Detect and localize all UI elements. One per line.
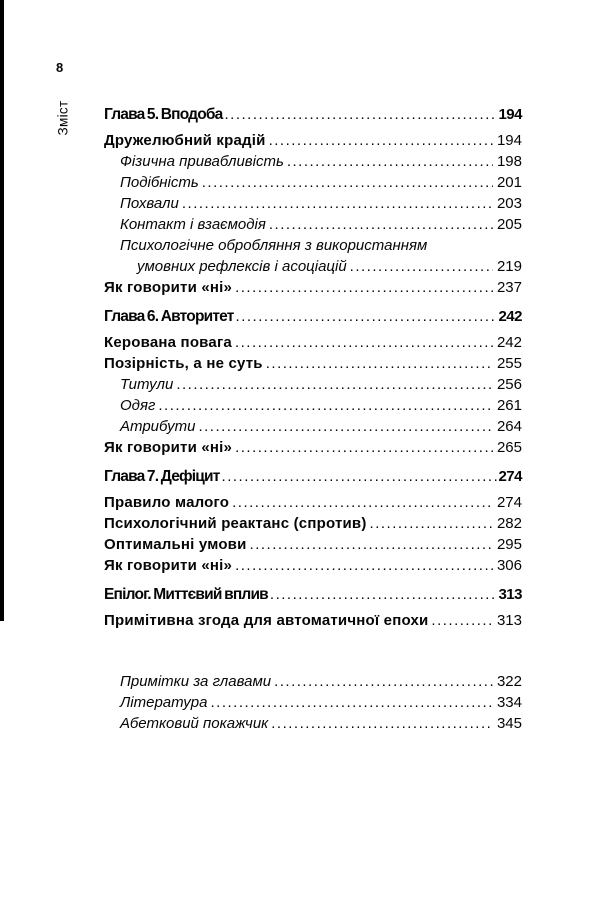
toc-entry-page: 295 bbox=[496, 536, 522, 553]
toc-entry-label: Титули bbox=[120, 376, 174, 393]
toc-entry-label: Примітки за главами bbox=[120, 673, 272, 690]
toc-entry-page: 322 bbox=[496, 673, 522, 690]
dot-leader bbox=[235, 277, 493, 298]
toc-entry-page: 242 bbox=[496, 334, 522, 351]
toc-row bbox=[104, 437, 522, 458]
toc-row bbox=[104, 104, 522, 125]
toc-entry-label: Глава 7. Дефіцит bbox=[104, 468, 220, 485]
toc-entry-label: Керована повага bbox=[104, 334, 232, 351]
toc-entry-page: 313 bbox=[498, 586, 522, 603]
dot-leader bbox=[235, 332, 493, 353]
dot-leader bbox=[269, 214, 493, 235]
toc-entry-page: 274 bbox=[498, 468, 522, 485]
toc-row bbox=[104, 130, 522, 151]
page-number: 8 bbox=[56, 60, 64, 75]
dot-leader bbox=[222, 466, 498, 487]
toc-row bbox=[104, 492, 522, 513]
toc-entry-page: 345 bbox=[496, 715, 522, 732]
toc-row bbox=[104, 256, 522, 277]
dot-leader bbox=[232, 492, 493, 513]
toc-entry-page: 264 bbox=[496, 418, 522, 435]
toc-row bbox=[104, 374, 522, 395]
toc-row bbox=[104, 692, 522, 713]
toc-entry-label: Як говорити «ні» bbox=[104, 439, 233, 456]
toc-entry-page: 237 bbox=[496, 279, 522, 296]
toc-entry-label: Контакт і взаємодія bbox=[120, 216, 266, 233]
toc-entry-page: 313 bbox=[496, 612, 522, 629]
toc-row bbox=[104, 466, 522, 487]
toc-row bbox=[104, 555, 522, 576]
dot-leader bbox=[431, 610, 493, 631]
toc-entry-page: 334 bbox=[496, 694, 522, 711]
toc-entry-page: 194 bbox=[496, 132, 522, 149]
dot-leader bbox=[235, 555, 493, 576]
dot-leader bbox=[198, 416, 493, 437]
toc-entry-label: Оптимальні умови bbox=[104, 536, 247, 553]
dot-leader bbox=[274, 671, 493, 692]
toc-row bbox=[104, 172, 522, 193]
toc-entry-label: Як говорити «ні» bbox=[104, 557, 233, 574]
toc-entry-label: Атрибути bbox=[120, 418, 196, 435]
toc-entry-page: 205 bbox=[496, 216, 522, 233]
toc-entry-label: умовних рефлексів і асоціацій bbox=[137, 258, 347, 275]
toc-entry-page: 256 bbox=[496, 376, 522, 393]
toc-entry-page: 282 bbox=[496, 515, 522, 532]
dot-leader bbox=[158, 395, 493, 416]
toc-row bbox=[104, 193, 522, 214]
toc-row bbox=[104, 151, 522, 172]
toc-entry-label: Як говорити «ні» bbox=[104, 279, 233, 296]
toc-entry-page: 265 bbox=[496, 439, 522, 456]
toc-entry-page: 242 bbox=[498, 308, 522, 325]
toc-row bbox=[104, 353, 522, 374]
toc-row bbox=[104, 214, 522, 235]
toc-row bbox=[104, 610, 522, 631]
toc-entry-label: Література bbox=[120, 694, 208, 711]
dot-leader bbox=[225, 104, 498, 125]
dot-leader bbox=[235, 437, 493, 458]
toc-entry-page: 219 bbox=[496, 258, 522, 275]
toc-entry-label: Фізична привабливість bbox=[120, 153, 284, 170]
toc-row bbox=[104, 395, 522, 416]
dot-leader bbox=[287, 151, 493, 172]
toc-row bbox=[104, 235, 522, 256]
toc-row bbox=[104, 713, 522, 734]
toc-entry-page: 274 bbox=[496, 494, 522, 511]
toc-entry-label: Глава 5. Вподоба bbox=[104, 106, 223, 123]
toc-entry-page: 306 bbox=[496, 557, 522, 574]
dot-leader bbox=[266, 353, 493, 374]
toc-row bbox=[104, 416, 522, 437]
toc-row bbox=[104, 534, 522, 555]
toc-entry-label: Подібність bbox=[120, 174, 199, 191]
toc-entry-label: Глава 6. Авторитет bbox=[104, 308, 234, 325]
toc-entry-page: 255 bbox=[496, 355, 522, 372]
toc-row bbox=[104, 277, 522, 298]
toc-entry-label: Похвали bbox=[120, 195, 179, 212]
toc-entry-label: Правило малого bbox=[104, 494, 230, 511]
dot-leader bbox=[270, 584, 498, 605]
toc-entry-label: Психологічний реактанс (спротив) bbox=[104, 515, 367, 532]
dot-leader bbox=[182, 193, 493, 214]
toc-entry-label: Психологічне обробляння з використанням bbox=[120, 237, 428, 254]
dot-leader bbox=[370, 513, 493, 534]
contents-sidebar-label: Зміст bbox=[55, 100, 71, 136]
toc-entry-label: Дружелюбний крадій bbox=[104, 132, 266, 149]
toc-entry-label: Абетковий покажчик bbox=[120, 715, 269, 732]
dot-leader bbox=[271, 713, 493, 734]
toc-entry-label: Позірність, а не суть bbox=[104, 355, 263, 372]
toc-entry-label: Одяг bbox=[120, 397, 156, 414]
toc-row bbox=[104, 671, 522, 692]
dot-leader bbox=[202, 172, 493, 193]
page-gutter-bar bbox=[0, 0, 4, 621]
dot-leader bbox=[176, 374, 493, 395]
toc-row bbox=[104, 306, 522, 327]
dot-leader bbox=[350, 256, 493, 277]
toc-entry-label: Епілог. Миттєвий вплив bbox=[104, 586, 268, 603]
toc-entry-page: 203 bbox=[496, 195, 522, 212]
toc-row bbox=[104, 513, 522, 534]
dot-leader bbox=[250, 534, 493, 555]
toc-row bbox=[104, 332, 522, 353]
toc-entry-page: 261 bbox=[496, 397, 522, 414]
dot-leader bbox=[236, 306, 498, 327]
toc-row bbox=[104, 584, 522, 605]
toc-entry-page: 194 bbox=[498, 106, 522, 123]
dot-leader bbox=[211, 692, 493, 713]
toc-entry-page: 198 bbox=[496, 153, 522, 170]
table-of-contents bbox=[104, 104, 522, 734]
toc-entry-label: Примітивна згода для автоматичної епохи bbox=[104, 612, 429, 629]
dot-leader bbox=[269, 130, 493, 151]
toc-entry-page: 201 bbox=[496, 174, 522, 191]
